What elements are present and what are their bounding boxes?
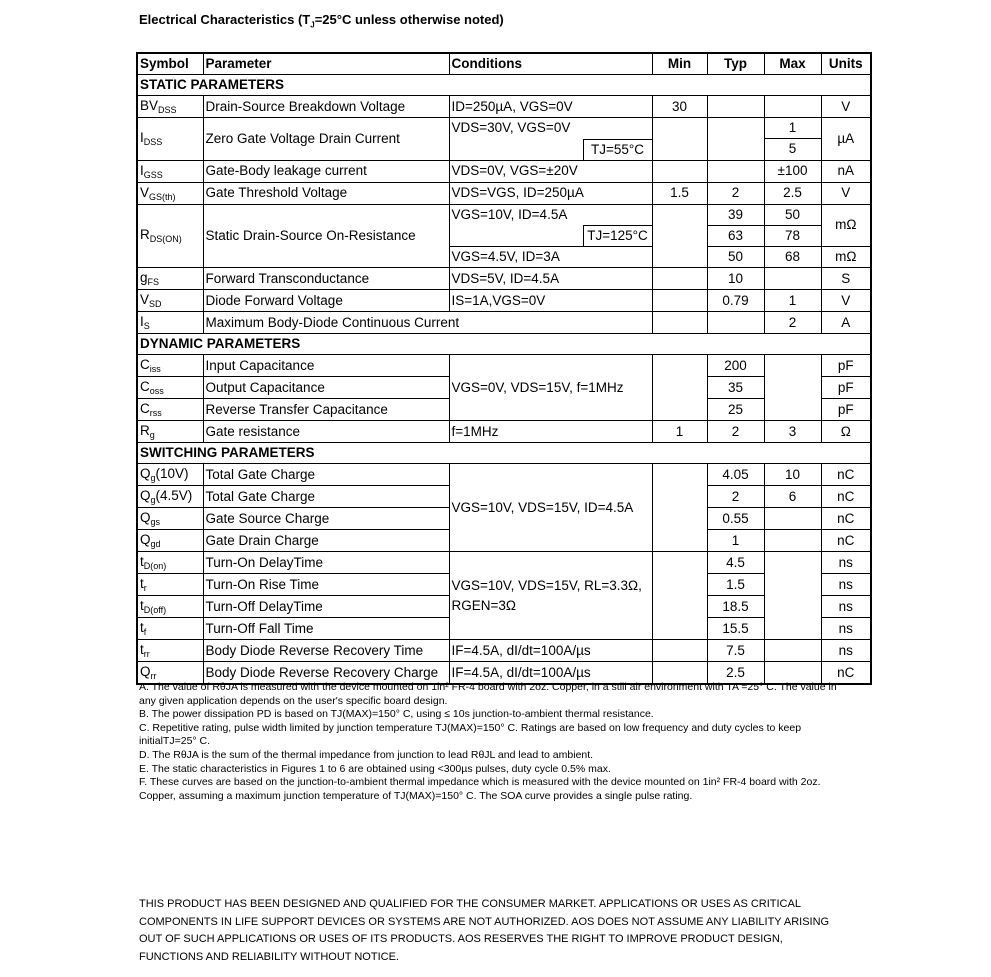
units-cell: S [821, 268, 871, 290]
min-cell: 1.5 [652, 182, 707, 204]
conditions-cell: VGS=4.5V, ID=3A [449, 247, 652, 268]
units-cell: pF [821, 355, 871, 377]
conditions-cell: IF=4.5A, dI/dt=100A/µs [449, 640, 652, 662]
max-cell: 5 [764, 139, 821, 161]
disclaimer-line: THIS PRODUCT HAS BEEN DESIGNED AND QUALIFIED FOR THE CONSUMER MARKET. APPLICATIONS OR USES AS CRITICAL [139, 898, 801, 910]
parameter-cell: Forward Transconductance [203, 268, 449, 290]
table-row [137, 204, 871, 225]
symbol-cell: $C_{iss}$ [137, 355, 203, 377]
typ-cell: 15.5 [707, 618, 764, 640]
max-cell: 1 [764, 118, 821, 139]
typ-cell: 4.5 [707, 552, 764, 574]
typ-cell: 25 [707, 399, 764, 421]
symbol-cell: $Q_g(10V)$ [137, 464, 203, 486]
header-max: Max [764, 53, 821, 75]
table-row [137, 268, 871, 290]
typ-cell [707, 118, 764, 161]
max-cell: 6 [764, 486, 821, 508]
disclaimer-line: OUT OF SUCH APPLICATIONS OR USES OF ITS PRODUCTS. AOS RESERVES THE RIGHT TO IMPROVE PRODUCT DESIGN, [139, 933, 783, 945]
parameter-cell: Gate Source Charge [203, 508, 449, 530]
parameter-cell: Gate Drain Charge [203, 530, 449, 552]
typ-cell [707, 96, 764, 118]
parameter-cell: Gate-Body leakage current [203, 160, 449, 182]
typ-cell: 1 [707, 530, 764, 552]
parameter-cell: Turn-On Rise Time [203, 574, 449, 596]
conditions-cell: ID=250µA, VGS=0V [449, 96, 652, 118]
units-cell: pF [821, 399, 871, 421]
typ-cell: 1.5 [707, 574, 764, 596]
conditions-cell: TJ=125°C [449, 225, 652, 247]
symbol-cell: $t_r$ [137, 574, 203, 596]
units-cell: nA [821, 160, 871, 182]
note-a: A. The value of RθJA is measured with the device mounted on 1in² FR-4 board with 2oz. Copper, in a still air environment with TA =25° C. The value in any given application depends on the user's specific board design. [139, 681, 837, 707]
electrical-characteristics-table [136, 52, 872, 685]
max-cell: 78 [764, 225, 821, 247]
parameter-cell: Total Gate Charge [203, 486, 449, 508]
conditions-cell: VGS=10V, VDS=15V, RL=3.3Ω, RGEN=3Ω [449, 552, 652, 640]
table-row [137, 182, 871, 204]
header-units: Units [821, 53, 871, 75]
section-switching: SWITCHING PARAMETERS [137, 443, 871, 464]
section-dynamic: DYNAMIC PARAMETERS [137, 334, 871, 355]
symbol-cell: $V_{SD}$ [137, 290, 203, 312]
conditions-cell: VDS=5V, ID=4.5A [449, 268, 652, 290]
units-cell: mΩ [821, 247, 871, 268]
symbol-cell: $I_{GSS}$ [137, 160, 203, 182]
symbol-cell: $Q_{rr}$ [137, 662, 203, 685]
max-cell: 1 [764, 290, 821, 312]
table-row [137, 160, 871, 182]
typ-cell: 10 [707, 268, 764, 290]
parameter-cell: Diode Forward Voltage [203, 290, 449, 312]
units-cell: mΩ [821, 204, 871, 247]
conditions-cell: VDS=VGS, ID=250µA [449, 182, 652, 204]
note-e: E. The static characteristics in Figures 1 to 6 are obtained using <300µs pulses, duty cycle 0.5% max. [139, 762, 611, 775]
symbol-cell: $Q_{gd}$ [137, 530, 203, 552]
units-cell: nC [821, 508, 871, 530]
parameter-cell: Zero Gate Voltage Drain Current [203, 118, 449, 161]
header-min: Min [652, 53, 707, 75]
units-cell: nC [821, 486, 871, 508]
symbol-cell: $t_f$ [137, 618, 203, 640]
typ-cell: 0.55 [707, 508, 764, 530]
units-cell: V [821, 96, 871, 118]
units-cell: nC [821, 530, 871, 552]
parameter-cell: Static Drain-Source On-Resistance [203, 204, 449, 268]
symbol-cell: $t_{rr}$ [137, 640, 203, 662]
table-row [137, 118, 871, 139]
min-cell: 1 [652, 421, 707, 443]
symbol-cell: $R_g$ [137, 421, 203, 443]
parameter-cell: Body Diode Reverse Recovery Charge [203, 662, 449, 685]
conditions-cell: IS=1A,VGS=0V [449, 290, 652, 312]
max-cell: 68 [764, 247, 821, 268]
symbol-cell: $g_{FS}$ [137, 268, 203, 290]
units-cell: µA [821, 118, 871, 161]
min-cell [652, 204, 707, 268]
note-c: C. Repetitive rating, pulse width limited by junction temperature TJ(MAX)=150° C. Ratings are based on low frequency and duty cycles to keep initialTJ=25° C. [139, 721, 802, 748]
note-b: B. The power dissipation PD is based on TJ(MAX)=150° C, using ≤ 10s junction-to-ambient thermal resistance. [139, 708, 654, 721]
table-row [137, 640, 871, 662]
units-cell: nC [821, 662, 871, 685]
symbol-cell: $I_{DSS}$ [137, 118, 203, 161]
units-cell: ns [821, 574, 871, 596]
max-cell: 3 [764, 421, 821, 443]
units-cell: ns [821, 640, 871, 662]
symbol-cell: $I_S$ [137, 312, 203, 334]
units-cell: A [821, 312, 871, 334]
units-cell: ns [821, 618, 871, 640]
max-cell: 2.5 [764, 182, 821, 204]
table-row [137, 96, 871, 118]
symbol-cell: $C_{rss}$ [137, 399, 203, 421]
units-cell: ns [821, 596, 871, 618]
min-cell: 30 [652, 96, 707, 118]
parameter-cell: Turn-On DelayTime [203, 552, 449, 574]
note-d: D. The RθJA is the sum of the thermal impedance from junction to lead RθJL and lead to ambient. [139, 748, 594, 761]
symbol-cell: $t_{D(off)}$ [137, 596, 203, 618]
typ-cell: 63 [707, 225, 764, 247]
units-cell: nC [821, 464, 871, 486]
table-header-row [137, 53, 871, 75]
conditions-cell: VGS=10V, VDS=15V, ID=4.5A [449, 464, 652, 552]
table-row [137, 312, 871, 334]
disclaimer [139, 896, 859, 966]
typ-cell: 7.5 [707, 640, 764, 662]
max-cell: 2 [764, 312, 821, 334]
symbol-cell: $Q_{gs}$ [137, 508, 203, 530]
parameter-cell: Gate Threshold Voltage [203, 182, 449, 204]
symbol-cell: $Q_g(4.5V)$ [137, 486, 203, 508]
parameter-cell: Body Diode Reverse Recovery Time [203, 640, 449, 662]
header-conditions: Conditions [449, 53, 652, 75]
table-row [137, 290, 871, 312]
table-row [137, 421, 871, 443]
units-cell: ns [821, 552, 871, 574]
parameter-cell: Drain-Source Breakdown Voltage [203, 96, 449, 118]
symbol-cell: $R_{DS(ON)}$ [137, 204, 203, 268]
typ-cell: 2 [707, 182, 764, 204]
typ-cell: 50 [707, 247, 764, 268]
parameter-cell: Turn-Off DelayTime [203, 596, 449, 618]
header-symbol: Symbol [137, 53, 203, 75]
typ-cell: 0.79 [707, 290, 764, 312]
conditions-cell: VGS=0V, VDS=15V, f=1MHz [449, 355, 652, 421]
parameter-cell: Input Capacitance [203, 355, 449, 377]
table-row [137, 464, 871, 486]
page-title: Electrical Characteristics ($T_J=25^\circ C$ unless otherwise noted) [139, 12, 504, 30]
parameter-cell: Gate resistance [203, 421, 449, 443]
units-cell: pF [821, 377, 871, 399]
typ-cell: 35 [707, 377, 764, 399]
units-cell: Ω [821, 421, 871, 443]
max-cell: ±100 [764, 160, 821, 182]
min-cell [652, 118, 707, 161]
parameter-cell: Turn-Off Fall Time [203, 618, 449, 640]
header-parameter: Parameter [203, 53, 449, 75]
typ-cell: 18.5 [707, 596, 764, 618]
conditions-cell: IF=4.5A, dI/dt=100A/µs [449, 662, 652, 685]
section-static: STATIC PARAMETERS [137, 75, 871, 96]
symbol-cell: $C_{oss}$ [137, 377, 203, 399]
conditions-cell: VDS=0V, VGS=±20V [449, 160, 652, 182]
conditions-cell: VDS=30V, VGS=0V [449, 118, 652, 139]
typ-cell: 2 [707, 486, 764, 508]
typ-cell: 200 [707, 355, 764, 377]
note-f: F. These curves are based on the junction-to-ambient thermal impedance which is measured with the device mounted on 1in² FR-4 board with 2oz. Copper, assuming a maximum junction temperature of TJ(MAX)=150° C. The SOA curve provides a single pulse rating. [139, 776, 821, 802]
conditions-cell: VGS=10V, ID=4.5A [449, 204, 652, 225]
table-row [137, 552, 871, 574]
typ-cell: 2 [707, 421, 764, 443]
units-cell: V [821, 290, 871, 312]
header-typ: Typ [707, 53, 764, 75]
typ-cell: 4.05 [707, 464, 764, 486]
max-cell [764, 96, 821, 118]
table-row [137, 355, 871, 377]
units-cell: V [821, 182, 871, 204]
parameter-cell: Total Gate Charge [203, 464, 449, 486]
parameter-cell: Reverse Transfer Capacitance [203, 399, 449, 421]
disclaimer-line: FUNCTIONS AND RELIABILITY WITHOUT NOTICE. [139, 950, 399, 963]
typ-cell: 39 [707, 204, 764, 225]
conditions-cell: TJ=55°C [449, 139, 652, 161]
max-cell: 50 [764, 204, 821, 225]
typ-cell: 2.5 [707, 662, 764, 685]
parameter-cell: Output Capacitance [203, 377, 449, 399]
conditions-cell: f=1MHz [449, 421, 652, 443]
symbol-cell: $BV_{DSS}$ [137, 96, 203, 118]
symbol-cell: $t_{D(on)}$ [137, 552, 203, 574]
disclaimer-line: COMPONENTS IN LIFE SUPPORT DEVICES OR SYSTEMS ARE NOT AUTHORIZED. AOS DOES NOT ASSUME ANY LIABILITY ARISING [139, 915, 830, 928]
max-cell: 10 [764, 464, 821, 486]
symbol-cell: $V_{GS(th)}$ [137, 182, 203, 204]
footnotes [139, 681, 849, 803]
parameter-cell: Maximum Body-Diode Continuous Current [203, 312, 652, 334]
